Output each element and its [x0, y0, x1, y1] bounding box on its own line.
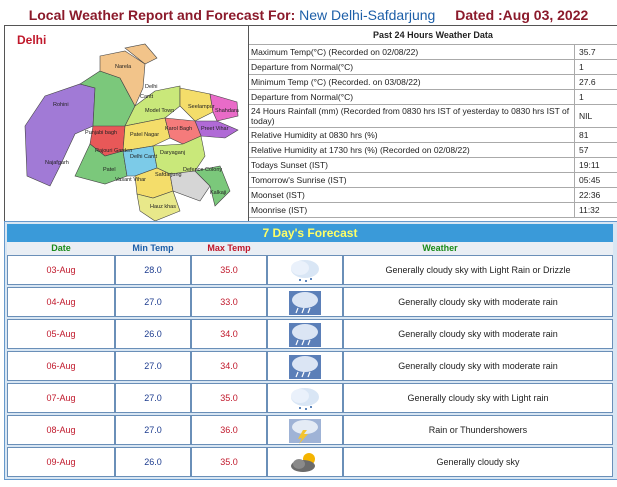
svg-text:Defence Colony: Defence Colony [183, 167, 222, 173]
past-row-value: 11:32 [575, 203, 617, 218]
delhi-map-graphic [5, 26, 248, 222]
svg-text:Patel Nagar: Patel Nagar [130, 132, 159, 138]
past-row-label: Todays Sunset (IST) [249, 158, 575, 173]
forecast-date: 08-Aug [7, 415, 115, 445]
past-row-value: 19:11 [575, 158, 617, 173]
forecast-row [7, 287, 613, 317]
forecast-max-temp: 35.0 [191, 447, 267, 477]
forecast-date: 06-Aug [7, 351, 115, 381]
top-panel [4, 25, 617, 223]
svg-text:Rajouri Garden: Rajouri Garden [95, 148, 132, 154]
past-row [249, 143, 617, 158]
forecast-min-temp: 26.0 [115, 447, 191, 477]
past-row [249, 203, 617, 218]
svg-text:Kalkaji: Kalkaji [210, 190, 226, 196]
past-row-value: 57 [575, 143, 617, 158]
forecast-icon-cell [267, 383, 343, 413]
forecast-max-temp: 34.0 [191, 319, 267, 349]
forecast-panel [4, 221, 617, 480]
past-24h-title: Past 24 Hours Weather Data [249, 26, 617, 45]
past-row-label: Departure from Normal(°C) [249, 60, 575, 75]
forecast-max-temp: 36.0 [191, 415, 267, 445]
light-rain-icon [288, 386, 322, 412]
moderate-rain-icon [288, 290, 322, 316]
past-row [249, 75, 617, 90]
forecast-min-temp: 27.0 [115, 383, 191, 413]
forecast-min-temp: 27.0 [115, 287, 191, 317]
col-date-header: Date [7, 242, 115, 255]
forecast-min-temp: 27.0 [115, 415, 191, 445]
forecast-weather-desc: Generally cloudy sky with Light Rain or Drizzle [343, 255, 613, 285]
forecast-date: 03-Aug [7, 255, 115, 285]
past-row-label: Tomorrow's Sunrise (IST) [249, 173, 575, 188]
forecast-row [7, 255, 613, 285]
past-row [249, 90, 617, 105]
forecast-icon-cell [267, 319, 343, 349]
dated-text: Dated :Aug 03, 2022 [455, 7, 588, 23]
forecast-min-temp: 27.0 [115, 351, 191, 381]
past-row-label: Moonrise (IST) [249, 203, 575, 218]
forecast-icon-cell [267, 287, 343, 317]
past-row-label: Departure from Normal(°C) [249, 90, 575, 105]
past-row-value: 35.7 [575, 45, 617, 60]
forecast-row [7, 447, 613, 477]
cloudy-icon [288, 450, 322, 476]
past-row-label: Relative Humidity at 0830 hrs (%) [249, 128, 575, 143]
forecast-max-temp: 35.0 [191, 383, 267, 413]
forecast-date: 07-Aug [7, 383, 115, 413]
past-row-label: Moonset (IST) [249, 188, 575, 203]
past-row [249, 158, 617, 173]
col-weather-header: Weather [267, 242, 613, 255]
forecast-min-temp: 28.0 [115, 255, 191, 285]
forecast-icon-cell [267, 415, 343, 445]
delhi-map [5, 26, 249, 222]
past-row-value: NIL [575, 105, 617, 128]
past-row-value: 05:45 [575, 173, 617, 188]
forecast-row [7, 383, 613, 413]
past-row [249, 60, 617, 75]
moderate-rain-icon [288, 322, 322, 348]
svg-text:Model Town: Model Town [145, 108, 174, 114]
past-row [249, 188, 617, 203]
forecast-row [7, 319, 613, 349]
forecast-min-temp: 26.0 [115, 319, 191, 349]
past-24h-panel [249, 26, 617, 222]
past-row [249, 173, 617, 188]
title-text: Local Weather Report and Forecast For: [29, 7, 296, 23]
past-row [249, 45, 617, 60]
svg-text:Rohini: Rohini [53, 102, 69, 108]
svg-text:Narela: Narela [115, 64, 132, 70]
svg-text:Cantt: Cantt [140, 94, 154, 100]
svg-text:Delhi: Delhi [145, 84, 158, 90]
light-rain-icon [288, 258, 322, 284]
forecast-weather-desc: Generally cloudy sky with moderate rain [343, 351, 613, 381]
forecast-icon-cell [267, 351, 343, 381]
svg-text:Vasant Vihar: Vasant Vihar [115, 177, 146, 183]
forecast-weather-desc: Generally cloudy sky with moderate rain [343, 287, 613, 317]
thunderstorm-icon [288, 418, 322, 444]
forecast-row [7, 415, 613, 445]
svg-text:Hauz khas: Hauz khas [150, 204, 176, 210]
forecast-icon-cell [267, 447, 343, 477]
past-row-value: 1 [575, 90, 617, 105]
past-row-label: Relative Humidity at 1730 hrs (%) (Recorded on 02/08/22) [249, 143, 575, 158]
svg-text:Delhi Cantt: Delhi Cantt [130, 154, 158, 160]
col-max-header: Max Temp [191, 242, 267, 255]
past-row-value: 27.6 [575, 75, 617, 90]
past-24h-table [249, 45, 617, 218]
forecast-weather-desc: Generally cloudy sky [343, 447, 613, 477]
svg-text:Punjabi bagh: Punjabi bagh [85, 130, 117, 136]
col-min-header: Min Temp [115, 242, 191, 255]
past-row [249, 105, 617, 128]
location-link[interactable]: New Delhi-Safdarjung [299, 7, 435, 23]
svg-text:Safdarjung: Safdarjung [155, 172, 182, 178]
forecast-weather-desc: Rain or Thundershowers [343, 415, 613, 445]
svg-text:Najafgarh: Najafgarh [45, 160, 69, 166]
past-row-value: 1 [575, 60, 617, 75]
past-row-label: Minimum Temp (°C) (Recorded. on 03/08/22) [249, 75, 575, 90]
svg-text:Preet Vihar: Preet Vihar [201, 126, 229, 132]
moderate-rain-icon [288, 354, 322, 380]
past-row-label: 24 Hours Rainfall (mm) (Recorded from 0830 hrs IST of yesterday to 0830 hrs IST of today) [249, 105, 575, 128]
svg-text:Shahdara: Shahdara [215, 108, 240, 114]
svg-text:Seelampur: Seelampur [188, 104, 215, 110]
past-row [249, 128, 617, 143]
forecast-date: 09-Aug [7, 447, 115, 477]
past-row-value: 22:36 [575, 188, 617, 203]
forecast-icon-cell [267, 255, 343, 285]
forecast-date: 04-Aug [7, 287, 115, 317]
forecast-row [7, 351, 613, 381]
past-row-label: Maximum Temp(°C) (Recorded on 02/08/22) [249, 45, 575, 60]
svg-text:Patel: Patel [103, 167, 116, 173]
forecast-max-temp: 34.0 [191, 351, 267, 381]
svg-text:Karol Bagh: Karol Bagh [165, 126, 192, 132]
past-row-value: 81 [575, 128, 617, 143]
svg-text:Daryaganj: Daryaganj [160, 150, 185, 156]
forecast-max-temp: 33.0 [191, 287, 267, 317]
forecast-title: 7 Day's Forecast [7, 224, 613, 242]
forecast-weather-desc: Generally cloudy sky with moderate rain [343, 319, 613, 349]
forecast-max-temp: 35.0 [191, 255, 267, 285]
forecast-date: 05-Aug [7, 319, 115, 349]
map-label: Delhi [17, 33, 46, 47]
forecast-weather-desc: Generally cloudy sky with Light rain [343, 383, 613, 413]
